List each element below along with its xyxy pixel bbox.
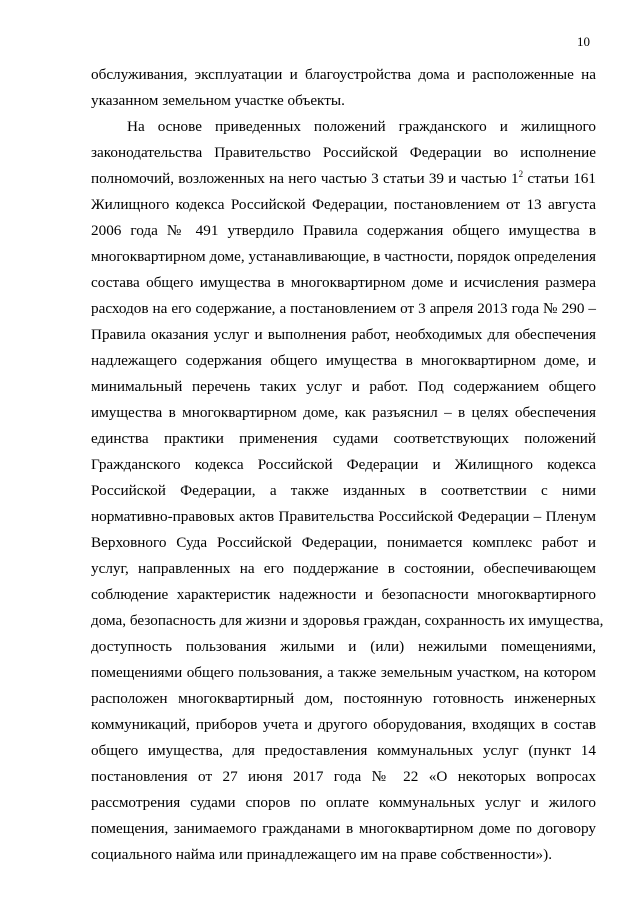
text-line: рассмотрения судами споров по оплате коммунальных услуг и жилого bbox=[91, 794, 596, 811]
text-line: Российской Федерации, а также изданных в соответствии с ними bbox=[91, 482, 596, 499]
superscript: 2 bbox=[518, 169, 524, 179]
text-line: единства практики применения судами соответствующих положений bbox=[91, 430, 596, 447]
text-fragment: статьи 161 bbox=[523, 170, 596, 187]
text-line: нормативно-правовых актов Правительства Российской Федерации – Пленум bbox=[91, 508, 596, 525]
text-line: законодательства Правительство Российской Федерации во исполнение bbox=[91, 144, 596, 161]
text-line: коммуникаций, приборов учета и другого оборудования, входящих в состав bbox=[91, 716, 596, 733]
text-line: общего имущества, для предоставления коммунальных услуг (пункт 14 bbox=[91, 742, 596, 759]
text-line: дома, безопасность для жизни и здоровья граждан, сохранность их имущества, bbox=[91, 612, 604, 629]
text-line: Жилищного кодекса Российской Федерации, постановлением от 13 августа bbox=[91, 196, 596, 213]
text-line: указанном земельном участке объекты. bbox=[91, 92, 345, 109]
text-line: услуг, направленных на его поддержание в состоянии, обеспечивающем bbox=[91, 560, 596, 577]
text-fragment: полномочий, возложенных на него частью 3 статьи 39 и частью 1 bbox=[91, 170, 519, 187]
text-line: социального найма или принадлежащего им на праве собственности»). bbox=[91, 846, 553, 863]
text-line: минимальный перечень таких услуг и работ. Под содержанием общего bbox=[91, 378, 596, 395]
text-line: обслуживания, эксплуатации и благоустройства дома и расположенные на bbox=[91, 66, 596, 83]
text-line: расходов на его содержание, а постановлением от 3 апреля 2013 года № 290 – bbox=[91, 300, 596, 317]
text-line: соблюдение характеристик надежности и безопасности многоквартирного bbox=[91, 586, 596, 603]
text-line-with-superscript bbox=[91, 166, 596, 192]
text-line: помещениями общего пользования, а также земельным участком, на котором bbox=[91, 664, 596, 681]
text-line: надлежащего содержания общего имущества в многоквартирном доме, и bbox=[91, 352, 596, 369]
text-line: имущества в многоквартирном доме, как разъяснил – в целях обеспечения bbox=[91, 404, 596, 421]
text-line: состава общего имущества в многоквартирном доме и исчисления размера bbox=[91, 274, 596, 291]
text-line: Гражданского кодекса Российской Федерации и Жилищного кодекса bbox=[91, 456, 596, 473]
text-line: помещения, занимаемого гражданами в многоквартирном доме по договору bbox=[91, 820, 596, 837]
text-line: 2006 года № 491 утвердило Правила содержания общего имущества в bbox=[91, 222, 596, 239]
text-line: На основе приведенных положений гражданского и жилищного bbox=[127, 118, 596, 135]
body-text bbox=[91, 62, 604, 868]
text-line: Верховного Суда Российской Федерации, понимается комплекс работ и bbox=[91, 534, 596, 551]
text-line: доступность пользования жилыми и (или) нежилыми помещениями, bbox=[91, 638, 596, 655]
page-number: 10 bbox=[577, 34, 590, 49]
text-line: Правила оказания услуг и выполнения работ, необходимых для обеспечения bbox=[91, 326, 596, 343]
text-line: расположен многоквартирный дом, постоянную готовность инженерных bbox=[91, 690, 596, 707]
text-line: многоквартирном доме, устанавливающие, в частности, порядок определения bbox=[91, 248, 596, 265]
text-line: постановления от 27 июня 2017 года № 22 «О некоторых вопросах bbox=[91, 768, 596, 785]
